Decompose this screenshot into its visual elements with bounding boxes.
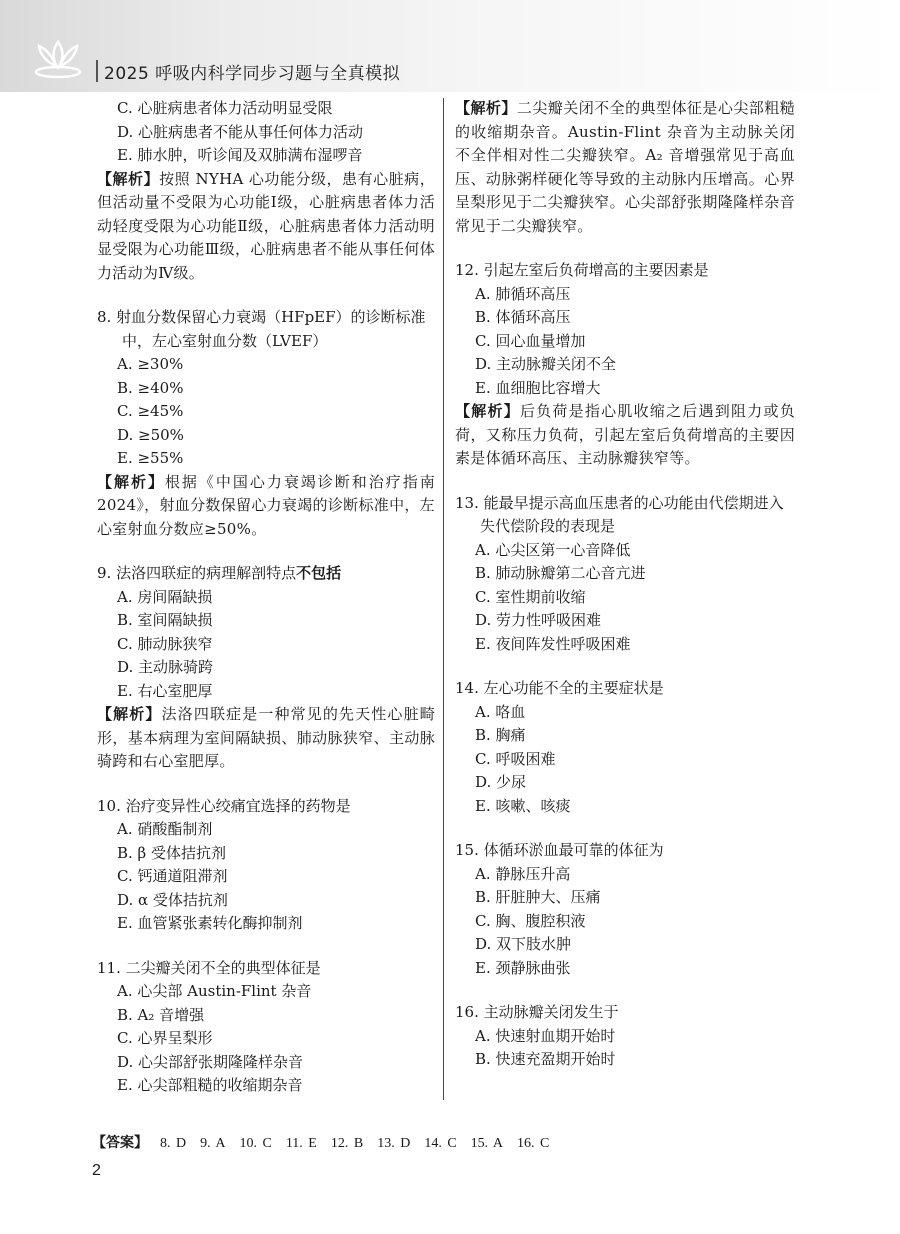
option: A. 快速射血期开始时 <box>475 1026 616 1045</box>
analysis-text: 后负荷是指心肌收缩之后遇到阻力或负荷，又称压力负荷，引起左室后负荷增高的主要因素是体循环高压、主动脉瓣狭窄等。 <box>455 402 796 467</box>
question-15 <box>455 839 795 980</box>
answer-item: 10. C <box>239 1136 272 1151</box>
question-14 <box>455 677 795 818</box>
option: A. 房间隔缺损 <box>117 587 213 606</box>
option: B. 快速充盈期开始时 <box>475 1050 616 1068</box>
option: D. 主动脉骑跨 <box>117 658 214 676</box>
option: E. 颈静脉曲张 <box>475 958 571 977</box>
question-stem: 11. 二尖瓣关闭不全的典型体征是 <box>97 958 321 977</box>
stem-text: 9. 法洛四联症的病理解剖特点 <box>97 564 297 582</box>
analysis-label: 【解析】 <box>97 169 160 188</box>
analysis-text: 按照 NYHA 心功能分级，患有心脏病，但活动量不受限为心功能Ⅰ级，心脏病患者体力活动轻度受限为心功能Ⅱ级，心脏病患者体力活动明显受限为心功能Ⅲ级，心脏病患者不能从事任何体力活动为Ⅳ级。 <box>97 169 435 282</box>
option: E. ≥55% <box>117 449 184 467</box>
option: C. 室性期前收缩 <box>475 587 586 606</box>
analysis <box>455 400 795 471</box>
answer-key <box>92 1132 563 1152</box>
answer-item: 11. E <box>285 1136 317 1151</box>
question-stem: 16. 主动脉瓣关闭发生于 <box>455 1003 619 1021</box>
question-11-analysis <box>455 97 795 238</box>
option: C. 肺动脉狭窄 <box>117 634 213 653</box>
analysis-text: 二尖瓣关闭不全的典型体征是心尖部粗糙的收缩期杂音。Austin-Flint 杂音为主动脉关闭不全伴相对性二尖瓣狭窄。A₂ 音增强常见于高血压、动脉粥样硬化等导致的主动脉内压增高。心界呈梨形见于二尖瓣狭窄。心尖部舒张期隆隆样杂音常见于二尖瓣狭窄。 <box>455 99 796 235</box>
option: B. 室间隔缺损 <box>117 611 213 629</box>
answer-key-label: 【答案】 <box>92 1135 148 1151</box>
question-7-continued <box>97 97 435 285</box>
option: A. 硝酸酯制剂 <box>117 820 213 838</box>
option: D. α 受体拮抗剂 <box>117 890 228 909</box>
option: B. 肝脏肿大、压痛 <box>475 888 601 906</box>
option: D. 双下肢水肿 <box>475 935 572 953</box>
option: E. 心尖部粗糙的收缩期杂音 <box>117 1076 303 1094</box>
option: C. 钙通道阻滞剂 <box>117 867 228 885</box>
analysis-text: 法洛四联症是一种常见的先天性心脏畸形，基本病理为室间隔缺损、肺动脉狭窄、主动脉骑跨和右心室肥厚。 <box>97 705 435 770</box>
question-stem: 14. 左心功能不全的主要症状是 <box>455 679 664 697</box>
option: A. 心尖部 Austin-Flint 杂音 <box>117 982 312 1000</box>
question-8 <box>97 306 435 541</box>
option: C. 胸、腹腔积液 <box>475 911 586 930</box>
option: D. 主动脉瓣关闭不全 <box>475 355 617 373</box>
option: B. 胸痛 <box>475 726 526 744</box>
option: A. ≥30% <box>117 355 184 373</box>
right-column <box>455 97 795 1093</box>
left-column <box>97 97 435 1119</box>
option: E. 右心室肥厚 <box>117 681 213 700</box>
analysis-label: 【解析】 <box>455 99 517 117</box>
option: D. 心尖部舒张期隆隆样杂音 <box>117 1052 304 1071</box>
option: D. 心脏病患者不能从事任何体力活动 <box>117 122 364 141</box>
question-stem: 8. 射血分数保留心力衰竭（HFpEF）的诊断标准中，左心室射血分数（LVEF） <box>97 308 426 350</box>
answer-item: 14. C <box>424 1136 457 1151</box>
option: E. 血管紧张素转化酶抑制剂 <box>117 914 303 932</box>
question-11 <box>97 957 435 1098</box>
analysis-label: 【解析】 <box>97 705 162 723</box>
answer-item: 13. D <box>377 1136 411 1151</box>
question-16 <box>455 1001 795 1072</box>
question-9 <box>97 562 435 774</box>
lotus-logo-icon <box>30 36 86 80</box>
option: B. 肺动脉瓣第二心音亢进 <box>475 564 646 582</box>
option: C. ≥45% <box>117 402 184 420</box>
option: B. β 受体拮抗剂 <box>117 843 226 862</box>
page-number: 2 <box>92 1162 101 1179</box>
question-stem: 10. 治疗变异性心绞痛宜选择的药物是 <box>97 796 351 815</box>
option: B. 体循环高压 <box>475 308 571 326</box>
option: E. 血细胞比容增大 <box>475 378 601 397</box>
option: A. 肺循环高压 <box>475 284 571 303</box>
question-13 <box>455 492 795 657</box>
analysis <box>455 97 795 238</box>
option: A. 咯血 <box>475 702 526 721</box>
analysis <box>97 168 435 286</box>
option: E. 咳嗽、咳痰 <box>475 796 571 815</box>
analysis <box>97 703 435 774</box>
stem-emphasis: 不包括 <box>296 564 342 582</box>
question-stem: 12. 引起左室后负荷增高的主要因素是 <box>455 261 709 279</box>
option: B. ≥40% <box>117 378 184 397</box>
answer-item: 15. A <box>470 1136 504 1151</box>
answer-item: 12. B <box>330 1136 364 1151</box>
option: C. 回心血量增加 <box>475 331 586 350</box>
header-divider <box>96 60 98 82</box>
question-stem <box>97 562 435 586</box>
page-header <box>0 0 900 92</box>
analysis-label: 【解析】 <box>97 472 165 491</box>
question-10 <box>97 795 435 936</box>
question-12 <box>455 259 795 471</box>
option: E. 肺水肿，听诊闻及双肺满布湿啰音 <box>117 146 363 164</box>
option: A. 心尖区第一心音降低 <box>475 540 631 559</box>
option: E. 夜间阵发性呼吸困难 <box>475 634 631 653</box>
column-divider <box>443 98 444 1100</box>
answer-item: 9. A <box>200 1136 226 1151</box>
book-title: 2025 呼吸内科学同步习题与全真模拟 <box>104 64 401 84</box>
question-stem: 15. 体循环淤血最可靠的体征为 <box>455 841 664 859</box>
option: D. 少尿 <box>475 773 527 791</box>
question-stem: 13. 能最早提示高血压患者的心功能由代偿期进入失代偿阶段的表现是 <box>455 493 784 535</box>
option: C. 心脏病患者体力活动明显受限 <box>117 99 333 117</box>
answer-item: 16. C <box>517 1136 550 1151</box>
option: D. ≥50% <box>117 425 184 444</box>
analysis-text: 根据《中国心力衰竭诊断和治疗指南 2024》，射血分数保留心力衰竭的诊断标准中，左心室射血分数应≥50%。 <box>97 472 435 538</box>
option: A. 静脉压升高 <box>475 864 571 883</box>
option: C. 心界呈梨形 <box>117 1029 213 1047</box>
option: C. 呼吸困难 <box>475 749 556 768</box>
option: B. A₂ 音增强 <box>117 1005 205 1024</box>
analysis-label: 【解析】 <box>455 402 520 420</box>
answer-item: 8. D <box>160 1136 187 1151</box>
option: D. 劳力性呼吸困难 <box>475 611 602 629</box>
analysis <box>97 471 435 542</box>
